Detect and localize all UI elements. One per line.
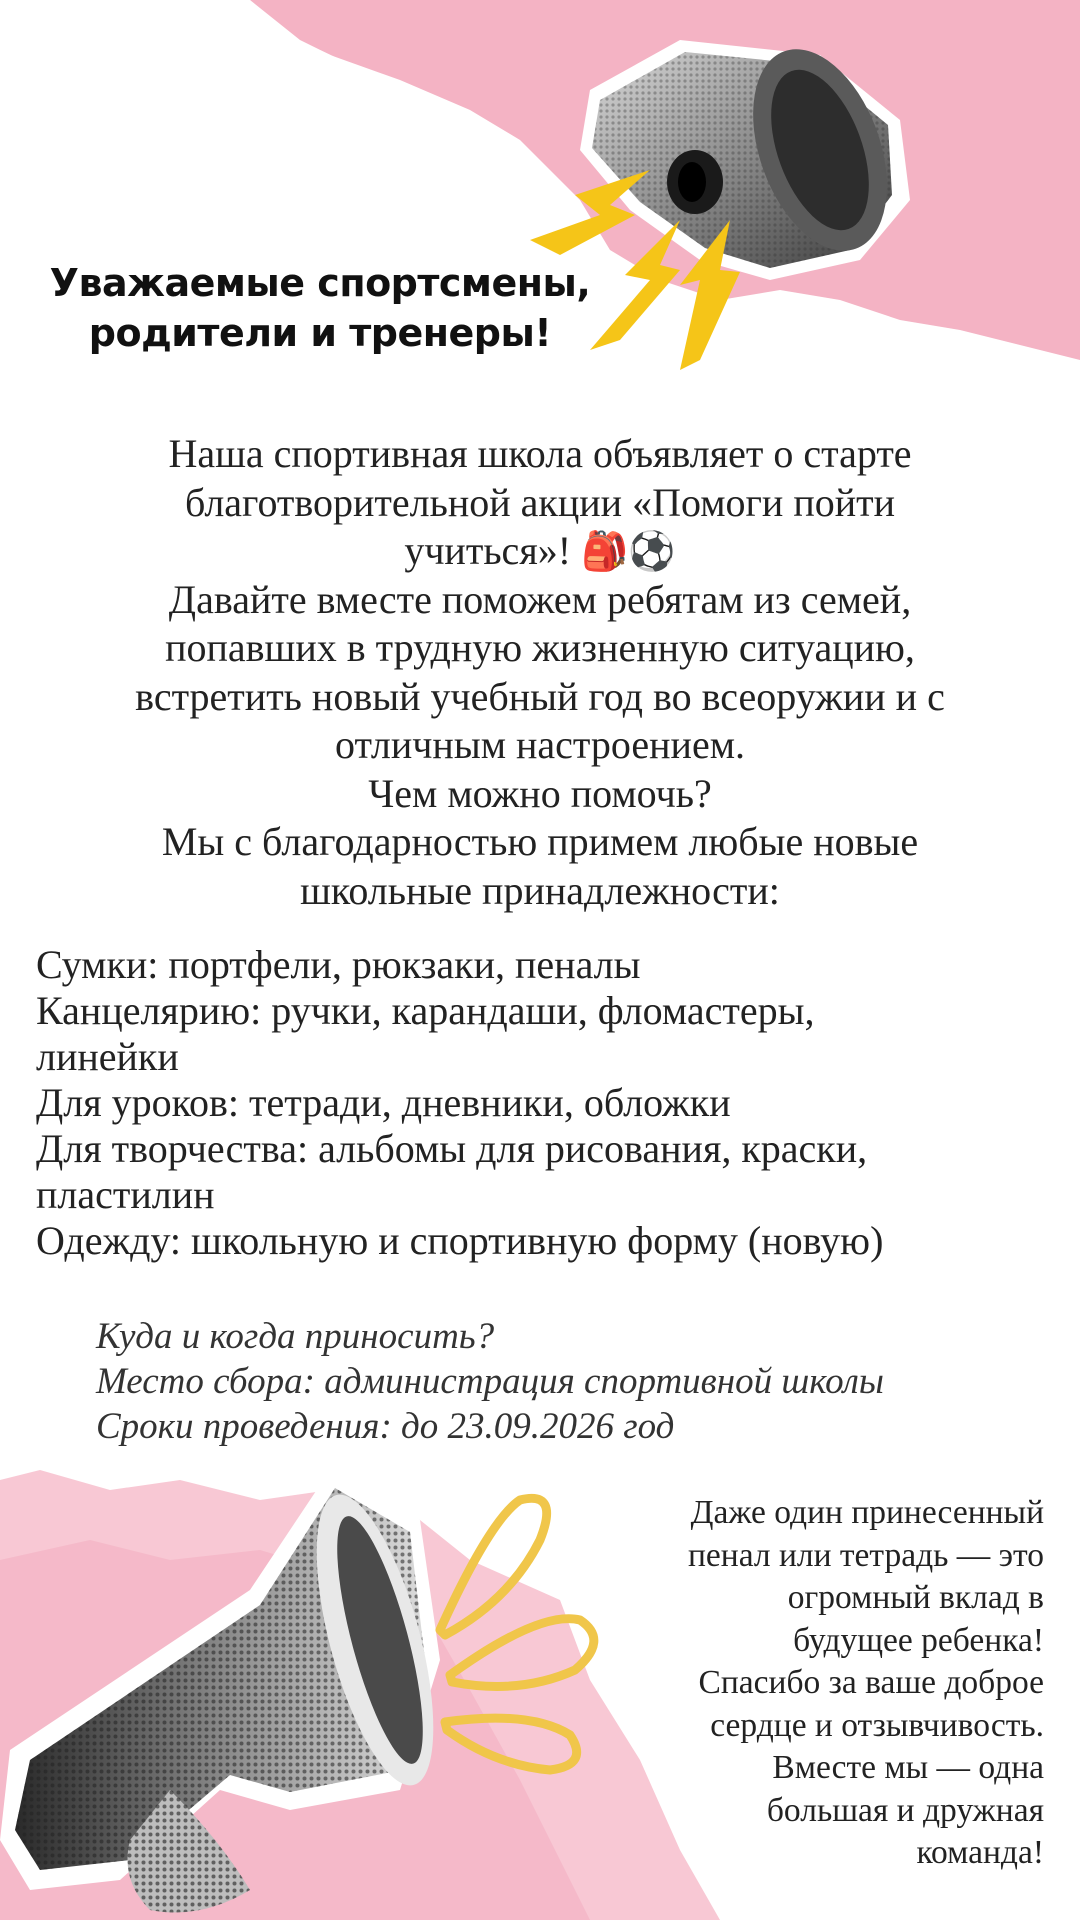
- intro-line: школьные принадлежности:: [300, 867, 780, 913]
- intro-line: Давайте вместе поможем ребятам из семей,: [168, 576, 912, 622]
- title-line-2: родители и тренеры!: [88, 311, 552, 355]
- list-item: Канцелярию: ручки, карандаши, фломастеры,: [36, 988, 815, 1033]
- supplies-list: [36, 942, 1036, 1264]
- soccer-ball-emoji: ⚽: [628, 529, 676, 573]
- closing-line: большая и дружная: [766, 1791, 1044, 1829]
- closing-line: Спасибо за ваше доброе: [698, 1664, 1044, 1701]
- closing-line: сердце и отзывчивость.: [710, 1706, 1044, 1744]
- intro-line: встретить новый учебный год во всеоружии и с: [135, 673, 945, 719]
- backpack-emoji: 🎒: [581, 529, 629, 573]
- list-item: Для творчества: альбомы для рисования, краски,: [36, 1126, 868, 1171]
- list-item: Сумки: портфели, рюкзаки, пеналы: [36, 942, 641, 987]
- closing-line: Вместе мы — одна: [772, 1749, 1044, 1786]
- megaphone-icon: [0, 1460, 620, 1920]
- info-line: Место сбора: администрация спортивной школы: [96, 1361, 884, 1402]
- intro-line: благотворительной акции «Помоги пойти: [184, 479, 896, 525]
- closing-line: команда!: [916, 1834, 1044, 1871]
- intro-line: Мы с благодарностью примем любые новые: [161, 819, 919, 864]
- list-item: пластилин: [36, 1172, 215, 1217]
- intro-line: [40, 527, 1040, 576]
- closing-line: огромный вклад в: [787, 1579, 1044, 1616]
- closing-message: [604, 1492, 1044, 1875]
- page-title: [20, 258, 620, 358]
- list-item: Для уроков: тетради, дневники, обложки: [36, 1080, 731, 1125]
- info-line: Сроки проведения: до 23.09.2026 год: [96, 1406, 675, 1447]
- list-item: Одежду: школьную и спортивную форму (новую): [36, 1218, 884, 1263]
- intro-line: попавших в трудную жизненную ситуацию,: [165, 625, 915, 670]
- closing-line: пенал или тетрадь — это: [687, 1536, 1044, 1574]
- intro-line-text: учиться»!: [404, 528, 572, 573]
- intro-line: отличным настроением.: [334, 722, 746, 767]
- intro-text: [40, 430, 1040, 915]
- intro-line: Чем можно помочь?: [368, 770, 712, 816]
- title-line-1: Уважаемые спортсмены,: [49, 261, 591, 305]
- closing-line: Даже один принесенный: [690, 1494, 1044, 1531]
- drop-off-info: [96, 1314, 1056, 1449]
- intro-line: Наша спортивная школа объявляет о старте: [168, 431, 912, 476]
- closing-line: будущее ребенка!: [793, 1621, 1044, 1659]
- list-item: линейки: [36, 1034, 179, 1079]
- info-line: Куда и когда приносить?: [96, 1316, 495, 1357]
